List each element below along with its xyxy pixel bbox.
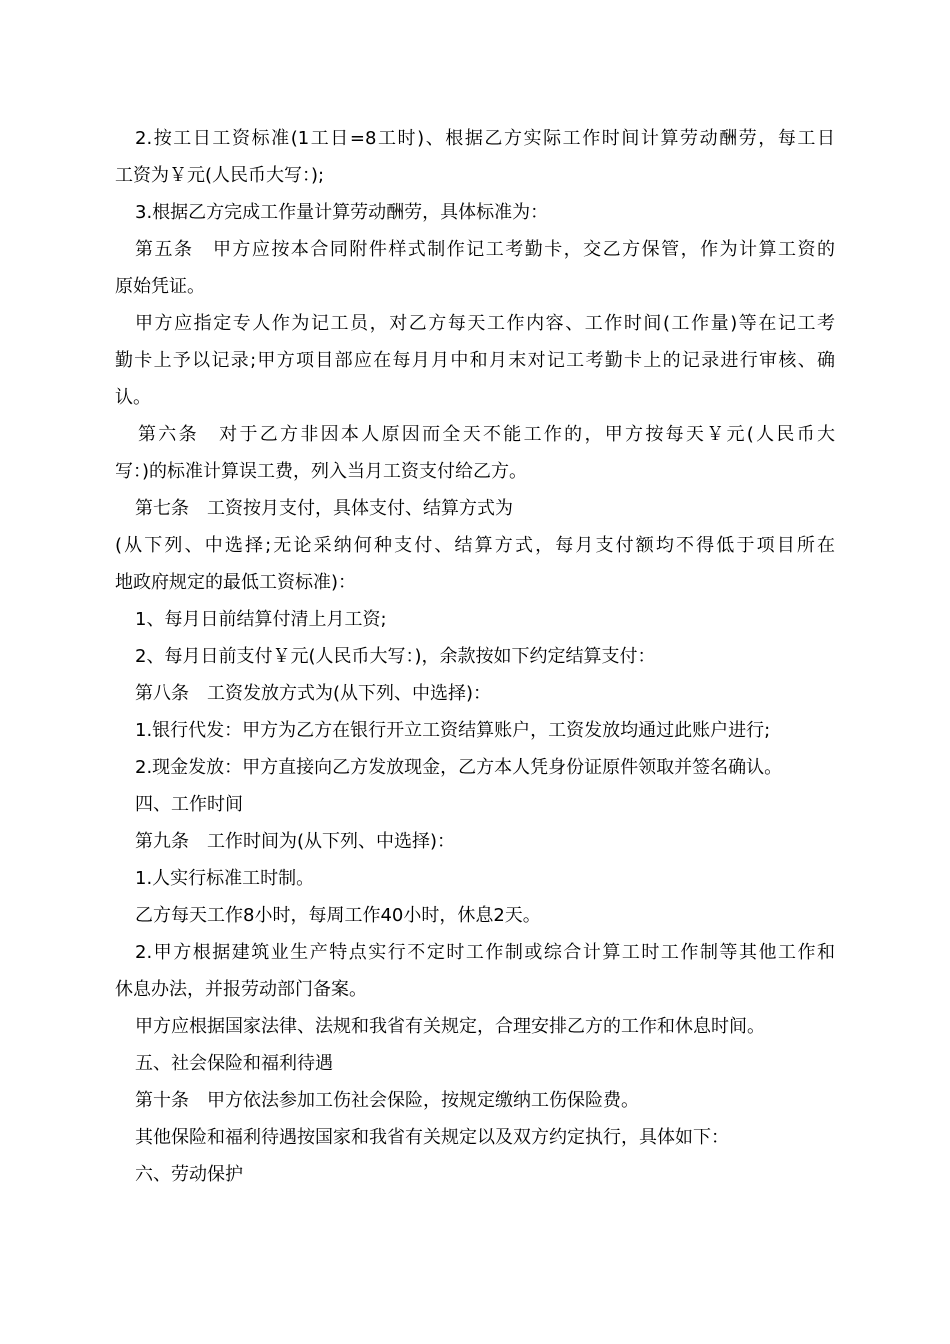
text-line: 其他保险和福利待遇按国家和我省有关规定以及双方约定执行，具体如下： xyxy=(135,1127,729,1148)
text-line: 工资为￥元(人民币大写：); xyxy=(115,165,325,186)
text-line: 休息办法，并报劳动部门备案。 xyxy=(115,979,367,1000)
section-heading: 四、工作时间 xyxy=(135,794,243,815)
text-line: 第五条 甲方应按本合同附件样式制作记工考勤卡，交乙方保管，作为计算工资的 xyxy=(135,239,835,260)
text-line: 乙方每天工作8小时，每周工作40小时，休息2天。 xyxy=(135,905,541,926)
text-line: 2、每月日前支付￥元(人民币大写：)，余款按如下约定结算支付： xyxy=(135,646,656,667)
document-body xyxy=(115,120,835,1193)
text-line: (从下列、中选择;无论采纳何种支付、结算方式，每月支付额均不得低于项目所在 xyxy=(115,535,835,556)
text-line: 写：)的标准计算误工费，列入当月工资支付给乙方。 xyxy=(115,461,528,482)
text-line: 2.按工日工资标准(1工日=8工时)、根据乙方实际工作时间计算劳动酬劳，每工日 xyxy=(135,128,835,149)
text-line: 第九条 工作时间为(从下列、中选择)： xyxy=(135,831,456,852)
text-line: 勤卡上予以记录;甲方项目部应在每月月中和月末对记工考勤卡上的记录进行审核、确 xyxy=(115,350,835,371)
text-line: 3.根据乙方完成工作量计算劳动酬劳，具体标准为： xyxy=(135,202,549,223)
text-line: 原始凭证。 xyxy=(115,276,205,297)
section-heading: 六、劳动保护 xyxy=(135,1164,243,1185)
text-line: 甲方应根据国家法律、法规和我省有关规定，合理安排乙方的工作和休息时间。 xyxy=(135,1016,765,1037)
text-line: 1.人实行标准工时制。 xyxy=(135,868,315,889)
text-line: 第十条 甲方依法参加工伤社会保险，按规定缴纳工伤保险费。 xyxy=(135,1090,639,1111)
text-line: 第八条 工资发放方式为(从下列、中选择)： xyxy=(135,683,492,704)
text-line: 第六条 对于乙方非因本人原因而全天不能工作的，甲方按每天￥元(人民币大 xyxy=(138,424,835,445)
text-line: 1、每月日前结算付清上月工资; xyxy=(135,609,387,630)
text-line: 甲方应指定专人作为记工员，对乙方每天工作内容、工作时间(工作量)等在记工考 xyxy=(135,313,835,334)
section-heading: 五、社会保险和福利待遇 xyxy=(135,1053,333,1074)
text-line: 1.银行代发：甲方为乙方在银行开立工资结算账户，工资发放均通过此账户进行; xyxy=(135,720,771,741)
text-line: 认。 xyxy=(115,387,151,408)
text-line: 地政府规定的最低工资标准)： xyxy=(115,572,357,593)
text-line: 2.甲方根据建筑业生产特点实行不定时工作制或综合计算工时工作制等其他工作和 xyxy=(135,942,835,963)
text-line: 2.现金发放：甲方直接向乙方发放现金，乙方本人凭身份证原件领取并签名确认。 xyxy=(135,757,783,778)
text-line: 第七条 工资按月支付，具体支付、结算方式为 xyxy=(135,498,513,519)
